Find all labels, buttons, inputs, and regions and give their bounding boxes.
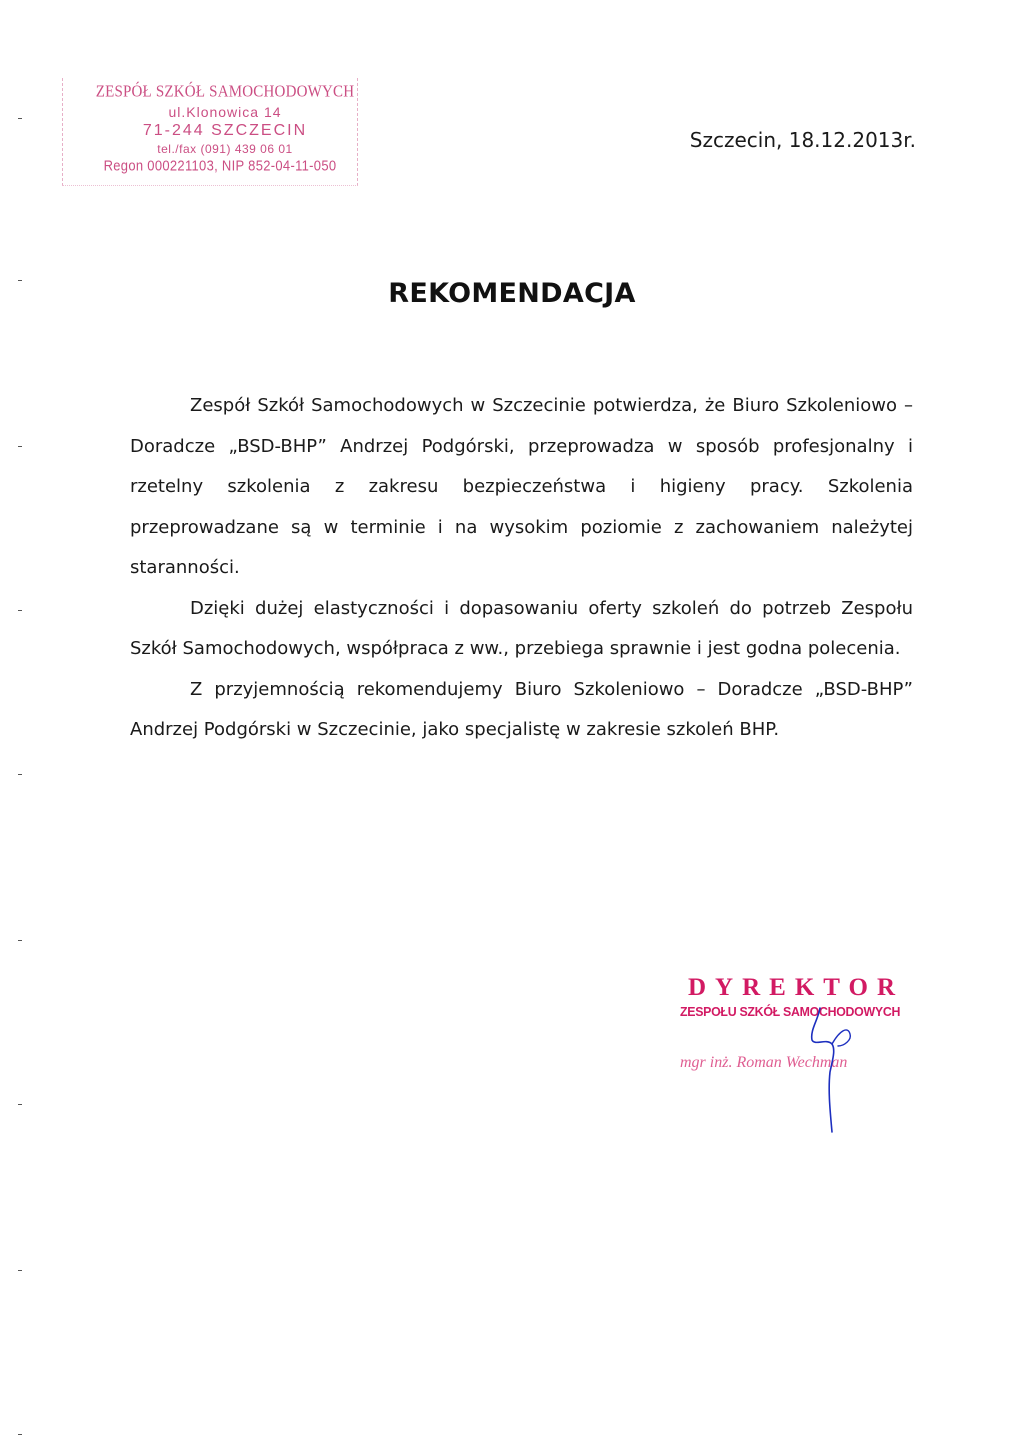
paragraph: Dzięki dużej elastyczności i dopasowaniu oferty szkoleń do potrzeb Zespołu Szkół Samochodowych, współpraca z ww., przebiega sprawnie i jest godna polecenia. [130, 597, 913, 659]
margin-mark [18, 446, 22, 447]
stamp-street: ul.Klonowica 14 [168, 104, 282, 120]
school-stamp [62, 78, 358, 186]
paragraph: Z przyjemnością rekomendujemy Biuro Szkoleniowo – Doradcze „BSD-BHP” Andrzej Podgórski w Szczecinie, jako specjalistę w zakresie szkoleń BHP. [130, 678, 913, 740]
paragraph: Zespół Szkół Samochodowych w Szczecinie potwierdza, że Biuro Szkoleniowo – Doradcze „BSD-BHP” Andrzej Podgórski, przeprowadza w sposób profesjonalny i rzetelny szkolenia z zakresu bezpieczeństwa i higieny pracy. Szkolenia przeprowadzane są w terminie i na wysokim poziomie z zachowaniem należytej staranności. [130, 395, 913, 578]
margin-mark [18, 1270, 22, 1271]
director-name: mgr inż. Roman Wechman [680, 1054, 848, 1071]
handwritten-signature [780, 1000, 880, 1140]
stamp-phone: tel./fax (091) 439 06 01 [157, 142, 293, 156]
document-body [130, 386, 913, 751]
director-title: DYREKTOR [688, 974, 905, 1001]
margin-mark [18, 1104, 22, 1105]
stamp-postal-city: 71-244 SZCZECIN [142, 122, 308, 139]
director-institution: ZESPOŁU SZKÓŁ SAMOCHODOWYCH [680, 1004, 901, 1019]
margin-mark [18, 940, 22, 941]
margin-mark [18, 1434, 22, 1435]
margin-mark [18, 774, 22, 775]
place-date: Szczecin, 18.12.2013r. [689, 128, 916, 152]
margin-mark [18, 118, 22, 119]
stamp-school-name: ZESPÓŁ SZKÓŁ SAMOCHODOWYCH [95, 82, 355, 102]
margin-mark [18, 610, 22, 611]
document-title: REKOMENDACJA [388, 278, 636, 309]
stamp-regon-nip: Regon 000221103, NIP 852-04-11-050 [103, 157, 337, 174]
